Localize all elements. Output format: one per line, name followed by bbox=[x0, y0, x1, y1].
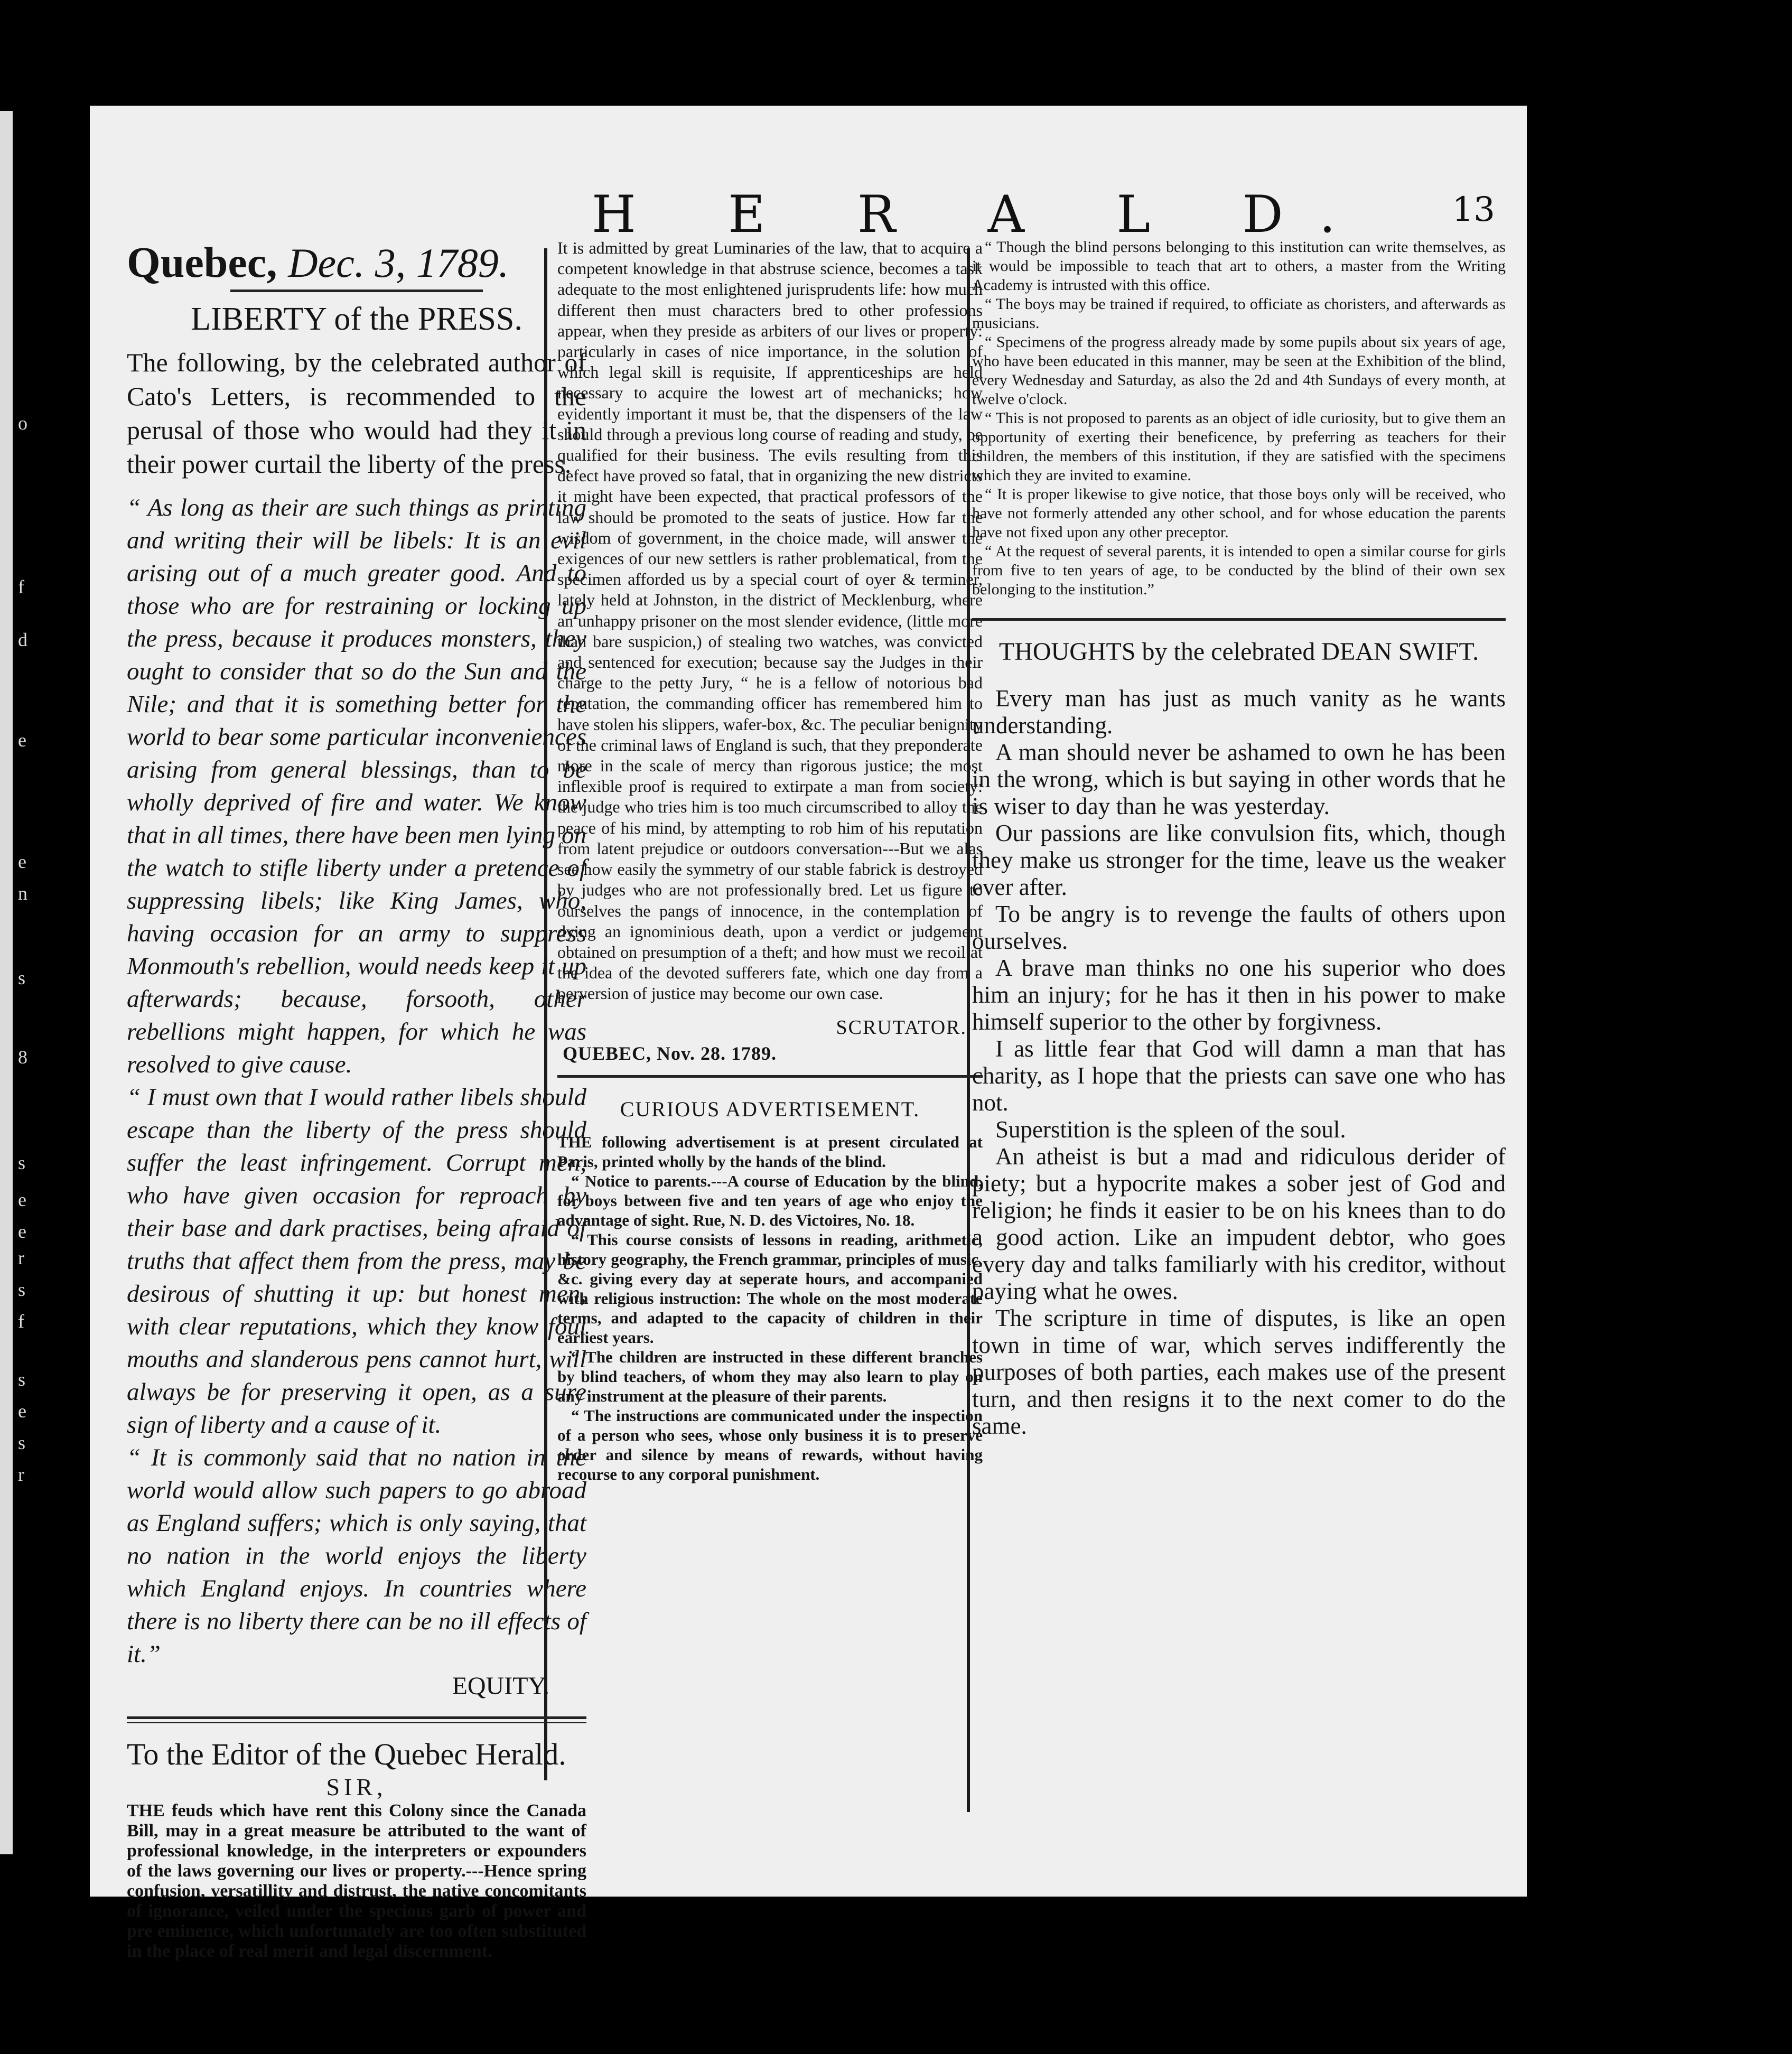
article-signature: EQUITY. bbox=[452, 1672, 549, 1700]
advertisement-paragraph: “ It is proper likewise to give notice, that those boys only will be received, who have not formerly attended any other school, and for whose education the parents have not fixed upon any other preceptor. bbox=[972, 486, 1506, 541]
newspaper-title: H E R A L D. bbox=[592, 185, 1374, 244]
margin-letter: s bbox=[18, 1279, 26, 1300]
margin-letter: d bbox=[18, 629, 27, 650]
advertisement-paragraph: “ The instructions are communicated under the inspection of a person who sees, whose only business it is to preserve order and silence by means of rewards, without having recourse to any corporal punishment. bbox=[557, 1406, 983, 1483]
margin-letter: f bbox=[18, 576, 24, 597]
newspaper-page bbox=[90, 106, 1527, 1961]
margin-letter: s bbox=[18, 1369, 26, 1390]
section-rule bbox=[557, 1075, 983, 1078]
thought-paragraph: To be angry is to revenge the faults of others upon ourselves. bbox=[972, 901, 1506, 954]
page-number: 13 bbox=[1452, 190, 1495, 229]
dateline-place: Quebec, bbox=[127, 238, 277, 286]
dateline bbox=[127, 238, 586, 287]
essay-body: It is admitted by great Luminaries of the law, that to acquire a competent knowledge in that abstruse science, becomes a task adequate to the most enlightened jurisprudents life: how much different then must characters bred to other professions appear, when they preside as arbiters of our lives or property: particularly in cases of nice importance, in the solution of which legal skill is requisite, If apprenticeships are held necessary to acquire the lowest art of mechanicks; how evidently important it must be, that the dispensers of the law should through a previous long course of reading and study, be qualified for their business. The evils resulting from this defect have proved so fatal, that in organizing the new districts it might have been expected, that practical professors of the law should be promoted to the seats of justice. How far the wisdom of government, in the choice made, will answer the exigences of our new settlers is rather problematical, from the specimen afforded us by a special court of oyer & terminer, lately held at Johnston, in the district of Mecklenburg, where an unhappy prisoner on the most slender evidence, (little more than bare suspicion,) of stealing two watches, was convicted and sentenced for execution; because say the Judges in their charge to the petty Jury, “ he is a fellow of notorious bad reputation, the commanding officer has remembered him to have stolen his slippers, wafer-box, &c. The peculiar benignity of the criminal laws of England is such, that they preponderate more in the scale of mercy than rigorous justice; the most inflexible proof is required to extirpate a man from society: the judge who tries him is too much circumscribed to alloy the peace of his mind, by attempting to rob him of his reputation from latent prejudice or outdoors conversation---But we alas see how easily the symmetry of our stable fabrick is destroyed by judges who are not professionally bred. Let us figure to ourselves the pangs of innocence, in the contemplation of dying an ignominious death, upon a verdict or judgement obtained on presumption of a theft; and how must we recoil at the idea of the devoted sufferers fate, which one day from a perversion of justice may become our own case. bbox=[557, 238, 983, 1003]
thought-paragraph: An atheist is but a mad and ridiculous derider of piety; but a hypocrite makes a sober jest of God and religion; he finds it easier to be on his knees than to do a good action. Like an impudent debtor, who goes every day and talks familiarly with his creditor, without paying what he owes. bbox=[972, 1143, 1506, 1304]
advertisement-paragraph: “ The boys may be trained if required, to officiate as choristers, and afterwards as musicians. bbox=[972, 295, 1506, 332]
advertisement-heading: CURIOUS ADVERTISEMENT. bbox=[620, 1097, 920, 1121]
margin-letter: 8 bbox=[18, 1047, 27, 1068]
advertisement-paragraph: “ At the request of several parents, it is intended to open a similar course for girls from five to ten years of age, to be conducted by the blind of their own sex belonging to the institution.” bbox=[972, 543, 1506, 598]
letter-body: THE feuds which have rent this Colony since the Canada Bill, may in a great measure be attributed to the want of professional knowledge, in the interpreters or expounders of the laws governing our lives or property.---Hence spring confusion, versatillity and distrust, the native concomitants of ignorance, veiled under the specious garb of power and pre eminence, which unfortunately are too often substituted in the place of real merit and legal discernment. bbox=[127, 1801, 586, 1961]
advertisement-paragraph: “ This course consists of lessons in reading, arithmetic, history geography, the French grammar, principles of music, &c. giving every day at seperate hours, and accompanied with religious instruction: The whole on the most moderate terms, and adapted to the capacity of children in their earliest years. bbox=[557, 1230, 983, 1347]
article-intro: The following, by the celebrated author of Cato's Letters, is recommended to the perusal of those who would had they it in their power curtail the liberty of the press. bbox=[127, 348, 586, 479]
letter-salutation: SIR, bbox=[326, 1773, 387, 1800]
margin-letter: e bbox=[18, 1189, 26, 1210]
margin-letter: f bbox=[18, 1311, 24, 1332]
margin-letter: s bbox=[18, 967, 26, 988]
essay-signature: SCRUTATOR. bbox=[836, 1016, 967, 1039]
thought-paragraph: Superstition is the spleen of the soul. bbox=[995, 1116, 1346, 1143]
advertisement-paragraph: “ Specimens of the progress already made by some pupils about six years of age, who have been educated in this manner, may be seen at the Exhibition of the blind, every Wednesday and Saturday, as also the 2d and 4th Sundays of every month, at twelve o'clock. bbox=[972, 333, 1506, 408]
advertisement-paragraph: “ Notice to parents.---A course of Education by the blind, for boys between five and ten years of age who enjoy the advantage of sight. Rue, N. D. des Victoires, No. 18. bbox=[557, 1171, 983, 1229]
letter-heading: To the Editor of the Quebec Herald. bbox=[127, 1737, 566, 1771]
margin-letter: r bbox=[18, 1247, 24, 1268]
thought-paragraph: The scripture in time of disputes, is like an open town in time of war, which serves indifferently the purposes of both parties, each makes use of the present turn, and then resigns it to the next comer to do the same. bbox=[972, 1305, 1506, 1439]
advertisement-continued bbox=[972, 238, 1506, 599]
thought-paragraph: Our passions are like convulsion fits, which, though they make us stronger for the time, leave us the weaker ever after. bbox=[972, 820, 1506, 900]
thoughts-body bbox=[972, 685, 1506, 1440]
thought-paragraph: Every man has just as much vanity as he wants understanding. bbox=[972, 685, 1506, 739]
advertisement-paragraph: “ Though the blind persons belonging to this institution can write themselves, as it would be impossible to teach that art to others, a master from the Writing Academy is intrusted with this office. bbox=[972, 238, 1506, 294]
dateline-rule bbox=[230, 290, 483, 292]
thought-paragraph: A brave man thinks no one his superior who does him an injury; for he has it then in his power to make himself superior to the other by forgivness. bbox=[972, 955, 1506, 1035]
thoughts-heading: THOUGHTS by the celebrated DEAN SWIFT. bbox=[998, 638, 1479, 666]
margin-letter: e bbox=[18, 1401, 26, 1422]
advertisement-paragraph: THE following advertisement is at present circulated at Paris, printed wholly by the hands of the blind. bbox=[557, 1132, 983, 1171]
essay-place-date: QUEBEC, Nov. 28. 1789. bbox=[563, 1042, 777, 1064]
margin-letter: n bbox=[18, 883, 27, 904]
article-heading: LIBERTY of the PRESS. bbox=[191, 301, 522, 337]
margin-letter: o bbox=[18, 413, 27, 434]
margin-letter: e bbox=[18, 1221, 26, 1242]
column-middle bbox=[557, 238, 983, 1484]
section-rule bbox=[127, 1716, 586, 1723]
margin-letter: s bbox=[18, 1152, 26, 1173]
column-right bbox=[972, 238, 1506, 1440]
margin-letter: e bbox=[18, 730, 26, 751]
section-rule bbox=[972, 618, 1506, 621]
margin-letter: e bbox=[18, 851, 26, 872]
thought-paragraph: I as little fear that God will damn a man that has charity, as I hope that the priests can save one who has not. bbox=[972, 1035, 1506, 1116]
article-quote: “ It is commonly said that no nation in the world would allow such papers to go abroad as England suffers; which is only saying, that no nation in the world enjoys the liberty which England enjoys. In countries where there is no liberty there can be no ill effects of it.” bbox=[127, 1444, 586, 1668]
column-left bbox=[127, 238, 586, 1962]
article-quote: “ As long as their are such things as printing and writing their will be libels: It is an evil arising out of a much greater good. And to those who are for restraining or locking up the press, because it produces monsters, they ought to consider that so do the Sun and the Nile; and that it is something better for the world to bear some particular inconveniences arising from general blessings, than to be wholly deprived of fire and water. We know that in all times, there have been men lying on the watch to stifle liberty under a pretence of suppressing libels; like King James, who, having occasion for an army to suppress Monmouth's rebellion, would needs keep it up afterwards; because, forsooth, other rebellions might happen, for which he was resolved to give cause. bbox=[127, 494, 586, 1078]
previous-page-edge bbox=[0, 111, 69, 1854]
article-quote: “ I must own that I would rather libels should escape than the liberty of the press should suffer the least infringement. Corrupt men, who have given occasion for reproach by their base and dark practises, being afraid of truths that affect them from the press, may be desirous of shutting it up: but honest men, with clear reputations, which they know foul mouths and slanderous pens cannot hurt, will always be for preserving it open, as a sure sign of liberty and a cause of it. bbox=[127, 1084, 586, 1439]
advertisement-paragraph: “ This is not proposed to parents as an object of idle curiosity, but to give them an opportunity of exerting their beneficence, by preferring as teachers for their children, the members of this institution, if they are satisfied with the specimens which they are invited to examine. bbox=[972, 409, 1506, 484]
advertisement-paragraph: “ The children are instructed in these different branches by blind teachers, of whom they may also learn to play on any instrument at the pleasure of their parents. bbox=[557, 1347, 983, 1405]
margin-letter: r bbox=[18, 1464, 24, 1485]
dateline-date: Dec. 3, 1789. bbox=[288, 240, 509, 286]
thought-paragraph: A man should never be ashamed to own he has been in the wrong, which is but saying in other words that he is wiser to day than he was yesterday. bbox=[972, 739, 1506, 819]
advertisement-body bbox=[557, 1132, 983, 1484]
page-edge-strip bbox=[0, 111, 13, 1854]
margin-letter: s bbox=[18, 1432, 26, 1453]
